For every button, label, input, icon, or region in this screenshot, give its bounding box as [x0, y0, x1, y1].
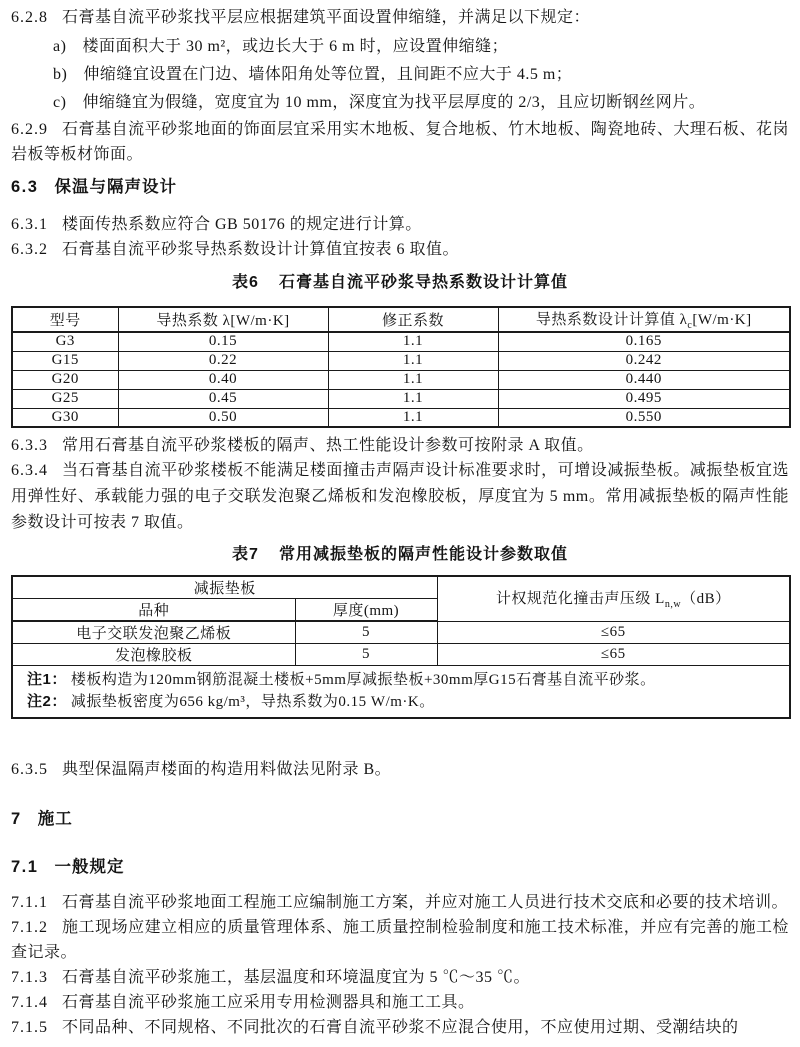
header-subscript: n,w — [664, 599, 682, 611]
clause-6-3-2 — [11, 237, 789, 262]
list-item-c — [11, 89, 789, 117]
clause-number: 6.2.9 — [11, 121, 48, 138]
cell-correction: 1.1 — [328, 370, 498, 389]
cell-thickness: 5 — [295, 644, 437, 666]
table6-col-conductivity: 导热系数 λ[W/m·K] — [118, 307, 328, 332]
clause-number: 6.2.8 — [11, 9, 48, 26]
clause-text: 施工现场应建立相应的质量管理体系、施工质量控制检验制度和施工技术标准，并应有完善的施工检查记录。 — [11, 919, 789, 961]
cell-model: G20 — [12, 370, 118, 389]
clause-text: 石膏基自流平砂浆找平层应根据建筑平面设置伸缩缝，并满足以下规定： — [62, 9, 591, 26]
table6-header-row — [12, 307, 790, 332]
cell-correction: 1.1 — [328, 332, 498, 351]
header-text: [W/m·K] — [692, 312, 752, 328]
cell-model: G15 — [12, 351, 118, 370]
clause-7-1-2 — [11, 915, 789, 965]
item-label: a) — [53, 38, 67, 55]
table7-group-header-row — [12, 576, 790, 599]
table7-caption-title: 常用减振垫板的隔声性能设计参数取值 — [278, 546, 568, 563]
clause-text: 不同品种、不同规格、不同批次的石膏自流平砂浆不应混合使用，不应使用过期、受潮结块的 — [62, 1019, 739, 1036]
table7-caption-number: 表7 — [232, 546, 259, 563]
clause-number: 7.1.3 — [11, 969, 48, 986]
cell-conductivity: 0.22 — [118, 351, 328, 370]
table7-caption — [11, 544, 789, 566]
clause-7-1-4 — [11, 990, 789, 1015]
table6-col-correction: 修正系数 — [328, 307, 498, 332]
clause-text: 当石膏基自流平砂浆楼板不能满足楼面撞击声隔声设计标准要求时，可增设减振垫板。减振垫板宜选用弹性好、承载能力强的电子交联发泡聚乙烯板和发泡橡胶板，厚度宜为 5 mm。常用减振垫板的隔声性能参数设计可按表 7 取值。 — [11, 462, 789, 531]
clause-7-1-1 — [11, 890, 789, 915]
section-heading-7-1 — [11, 856, 789, 878]
clause-7-1-3 — [11, 965, 789, 990]
cell-kind: 电子交联发泡聚乙烯板 — [12, 621, 295, 644]
header-text: （dB） — [681, 591, 731, 608]
clause-number: 7.1.1 — [11, 894, 48, 911]
heading-number: 7.1 — [11, 858, 39, 876]
table7-row — [12, 644, 790, 666]
cell-correction: 1.1 — [328, 408, 498, 427]
table7-group-header: 减振垫板 — [12, 576, 437, 599]
cell-conductivity: 0.45 — [118, 389, 328, 408]
cell-conductivity: 0.50 — [118, 408, 328, 427]
clause-number: 7.1.4 — [11, 994, 48, 1011]
clause-text: 石膏基自流平砂浆导热系数设计计算值宜按表 6 取值。 — [62, 241, 460, 258]
table6-caption — [11, 272, 789, 294]
header-subscript: c — [687, 320, 693, 331]
table6-col-design-value — [498, 307, 790, 332]
table6 — [11, 306, 791, 428]
clause-text: 石膏基自流平砂浆地面的饰面层宜采用实木地板、复合地板、竹木地板、陶瓷地砖、大理石板、花岗岩板等板材饰面。 — [11, 121, 789, 163]
table6-row — [12, 389, 790, 408]
table6-caption-number: 表6 — [232, 274, 259, 291]
cell-impact-sound: ≤65 — [437, 621, 790, 644]
cell-model: G3 — [12, 332, 118, 351]
section-heading-6-3 — [11, 176, 789, 198]
clause-number: 6.3.3 — [11, 437, 48, 454]
section-heading-7 — [11, 808, 789, 830]
clause-text: 石膏基自流平砂浆施工，基层温度和环境温度宜为 5 ℃～35 ℃。 — [62, 969, 531, 986]
cell-correction: 1.1 — [328, 351, 498, 370]
heading-title: 保温与隔声设计 — [54, 178, 177, 196]
table6-caption-title: 石膏基自流平砂浆导热系数设计计算值 — [278, 274, 568, 291]
header-text: 导热系数设计计算值 λ — [535, 312, 688, 328]
list-item-b — [11, 61, 789, 89]
note-1 — [27, 669, 783, 691]
clause-6-3-3 — [11, 433, 789, 458]
cell-conductivity: 0.40 — [118, 370, 328, 389]
table6-row — [12, 351, 790, 370]
table6-col-model: 型号 — [12, 307, 118, 332]
table6-row — [12, 370, 790, 389]
cell-design-value: 0.440 — [498, 370, 790, 389]
table7-col-kind: 品种 — [12, 599, 295, 622]
cell-conductivity: 0.15 — [118, 332, 328, 351]
note-2 — [27, 691, 783, 713]
note-label: 注2： — [27, 693, 67, 710]
heading-title: 一般规定 — [54, 858, 125, 876]
item-text: 伸缩缝宜设置在门边、墙体阳角处等位置，且间距不应大于 4.5 m； — [83, 66, 573, 83]
table7-row — [12, 621, 790, 644]
clause-6-3-5 — [11, 757, 789, 782]
clause-number: 7.1.2 — [11, 919, 48, 936]
note-text: 减振垫板密度为656 kg/m³，导热系数为0.15 W/m·K。 — [70, 694, 435, 710]
cell-design-value: 0.550 — [498, 408, 790, 427]
clause-text: 石膏基自流平砂浆施工应采用专用检测器具和施工工具。 — [62, 994, 475, 1011]
clause-6-3-4 — [11, 458, 789, 536]
clause-number: 7.1.5 — [11, 1019, 48, 1036]
clause-6-2-8 — [11, 5, 789, 31]
cell-design-value: 0.165 — [498, 332, 790, 351]
header-text: 计权规范化撞击声压级 L — [495, 591, 665, 608]
table6-row — [12, 332, 790, 351]
table7-col-thickness: 厚度(mm) — [295, 599, 437, 622]
table6-row — [12, 408, 790, 427]
table7-col-impact-sound — [437, 576, 790, 621]
heading-title: 施工 — [37, 810, 73, 828]
cell-model: G25 — [12, 389, 118, 408]
cell-impact-sound: ≤65 — [437, 644, 790, 666]
clause-number: 6.3.5 — [11, 761, 48, 778]
clause-text: 楼面传热系数应符合 GB 50176 的规定进行计算。 — [62, 216, 422, 233]
table7-notes-row — [12, 666, 790, 719]
cell-design-value: 0.495 — [498, 389, 790, 408]
table7-notes — [12, 666, 790, 719]
heading-number: 7 — [11, 810, 22, 828]
note-label: 注1： — [27, 671, 67, 688]
item-text: 楼面面积大于 30 m²，或边长大于 6 m 时，应设置伸缩缝； — [82, 38, 509, 55]
clause-6-3-1 — [11, 212, 789, 237]
list-6-2-8 — [11, 33, 789, 117]
clause-6-2-9 — [11, 117, 789, 167]
cell-kind: 发泡橡胶板 — [12, 644, 295, 666]
cell-correction: 1.1 — [328, 389, 498, 408]
clause-number: 6.3.1 — [11, 216, 48, 233]
clause-number: 6.3.4 — [11, 462, 48, 479]
list-item-a — [11, 33, 789, 61]
item-label: b) — [53, 66, 68, 83]
clause-number: 6.3.2 — [11, 241, 48, 258]
table7 — [11, 575, 791, 719]
clause-7-1-5 — [11, 1015, 789, 1040]
clause-text: 典型保温隔声楼面的构造用料做法见附录 B。 — [62, 761, 392, 778]
heading-number: 6.3 — [11, 178, 39, 196]
clause-text: 石膏基自流平砂浆地面工程施工应编制施工方案，并应对施工人员进行技术交底和必要的技术培训。 — [62, 894, 789, 911]
cell-thickness: 5 — [295, 621, 437, 644]
cell-model: G30 — [12, 408, 118, 427]
note-text: 楼板构造为120mm钢筋混凝土楼板+5mm厚减振垫板+30mm厚G15石膏基自流平砂浆。 — [70, 672, 656, 688]
clause-text: 常用石膏基自流平砂浆楼板的隔声、热工性能设计参数可按附录 A 取值。 — [62, 437, 594, 454]
cell-design-value: 0.242 — [498, 351, 790, 370]
item-label: c) — [53, 94, 67, 111]
item-text: 伸缩缝宜为假缝，宽度宜为 10 mm，深度宜为找平层厚度的 2/3，且应切断钢丝网片。 — [82, 94, 706, 111]
